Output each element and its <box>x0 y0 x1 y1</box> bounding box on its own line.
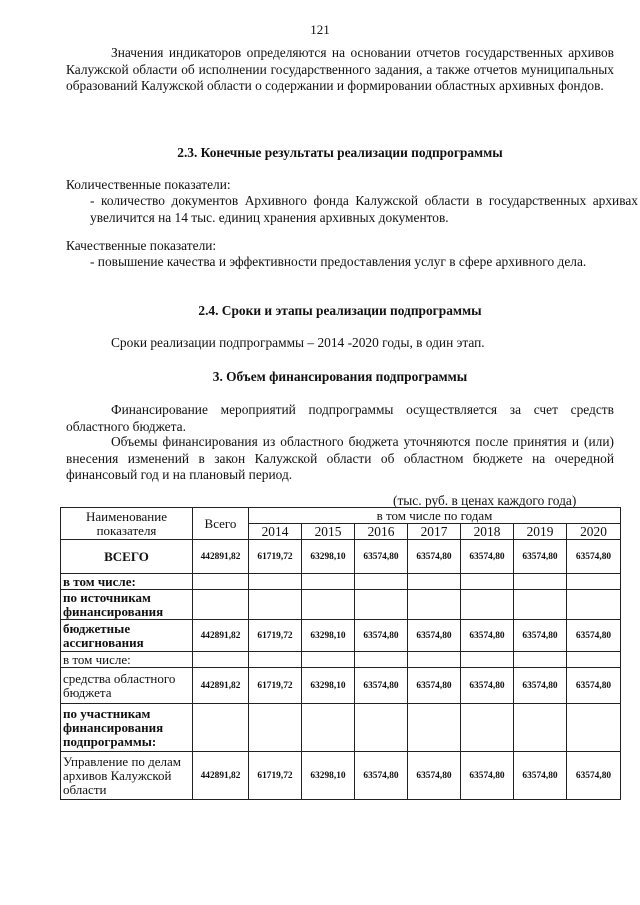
row-value: 63574,80 <box>355 540 408 574</box>
financing-paragraph-2: Объемы финансирования из областного бюджета уточняются после принятия и (или) внесения изменений в закон Калужской области об областном бюджете на очередной финансовый год и на плановый период. <box>66 434 614 482</box>
table-row <box>61 540 621 574</box>
row-value: 63574,80 <box>514 540 567 574</box>
row-value: 63298,10 <box>302 752 355 800</box>
row-value: 61719,72 <box>249 620 302 652</box>
row-total: 442891,82 <box>193 540 249 574</box>
row-value: 61719,72 <box>249 668 302 704</box>
row-value: 63574,80 <box>567 668 621 704</box>
page-number: 121 <box>310 22 330 37</box>
row-total: 442891,82 <box>193 620 249 652</box>
quantitative-label: Количественные показатели: <box>66 177 231 192</box>
row-value: 63574,80 <box>461 752 514 800</box>
row-total: 442891,82 <box>193 668 249 704</box>
table-row <box>61 652 621 668</box>
row-value: 63298,10 <box>302 620 355 652</box>
row-value: 61719,72 <box>249 540 302 574</box>
row-value: 63574,80 <box>567 752 621 800</box>
row-value: 63574,80 <box>461 668 514 704</box>
row-value: 63574,80 <box>355 752 408 800</box>
header-year: 2016 <box>355 524 408 540</box>
row-label: бюджетные ассигнования <box>61 620 193 652</box>
row-value: 61719,72 <box>249 752 302 800</box>
header-years-group: в том числе по годам <box>249 508 621 524</box>
quantitative-item: - количество документов Архивного фонда Калужской области в государственных архивах увеличится на 14 тыс. единиц хранения архивных документов. <box>90 193 638 225</box>
financing-paragraph-1: Финансирование мероприятий подпрограммы осуществляется за счет средств областного бюджета. <box>66 402 614 434</box>
row-label: средства областного бюджета <box>61 668 193 704</box>
row-value: 63574,80 <box>355 620 408 652</box>
row-value: 63574,80 <box>461 540 514 574</box>
row-label: в том числе: <box>61 574 193 590</box>
row-value: 63574,80 <box>567 540 621 574</box>
financing-table <box>60 507 621 800</box>
header-year: 2020 <box>567 524 621 540</box>
header-year: 2018 <box>461 524 514 540</box>
indicators-paragraph: Значения индикаторов определяются на основании отчетов государственных архивов Калужской области об исполнении государственного задания, а также отчетов муниципальных образований Калужской области о содержании и формировании областных архивных фондов. <box>66 45 614 93</box>
row-value: 63574,80 <box>514 620 567 652</box>
table-row <box>61 704 621 752</box>
heading-financing: 3. Объем финансирования подпрограммы <box>212 369 468 384</box>
row-value: 63574,80 <box>408 620 461 652</box>
row-value: 63574,80 <box>514 668 567 704</box>
qualitative-item: - повышение качества и эффективности предоставления услуг в сфере архивного дела. <box>90 254 587 269</box>
heading-terms: 2.4. Сроки и этапы реализации подпрограммы <box>198 303 482 318</box>
header-year: 2014 <box>249 524 302 540</box>
header-year: 2019 <box>514 524 567 540</box>
terms-text: Сроки реализации подпрограммы – 2014 -2020 годы, в один этап. <box>111 335 485 350</box>
table-row <box>61 752 621 800</box>
row-value: 63574,80 <box>514 752 567 800</box>
table-row <box>61 590 621 620</box>
table-row <box>61 668 621 704</box>
header-year: 2017 <box>408 524 461 540</box>
row-label: по участникам финансирования подпрограммы: <box>61 704 193 752</box>
row-value: 63574,80 <box>408 540 461 574</box>
table-row <box>61 574 621 590</box>
header-year: 2015 <box>302 524 355 540</box>
header-total: Всего <box>193 508 249 540</box>
row-label: по источникам финансирования <box>61 590 193 620</box>
row-value: 63298,10 <box>302 540 355 574</box>
row-label: Управление по делам архивов Калужской области <box>61 752 193 800</box>
qualitative-label: Качественные показатели: <box>66 238 217 253</box>
row-value: 63574,80 <box>567 620 621 652</box>
row-value: 63574,80 <box>408 752 461 800</box>
heading-final-results: 2.3. Конечные результаты реализации подпрограммы <box>177 145 503 160</box>
row-value: 63574,80 <box>461 620 514 652</box>
row-label: ВСЕГО <box>61 540 193 574</box>
unit-note: (тыс. руб. в ценах каждого года) <box>393 493 577 508</box>
table-row <box>61 620 621 652</box>
row-value: 63574,80 <box>355 668 408 704</box>
header-name: Наименование показателя <box>61 508 193 540</box>
row-value: 63574,80 <box>408 668 461 704</box>
row-total: 442891,82 <box>193 752 249 800</box>
row-value: 63298,10 <box>302 668 355 704</box>
row-label: в том числе: <box>61 652 193 668</box>
